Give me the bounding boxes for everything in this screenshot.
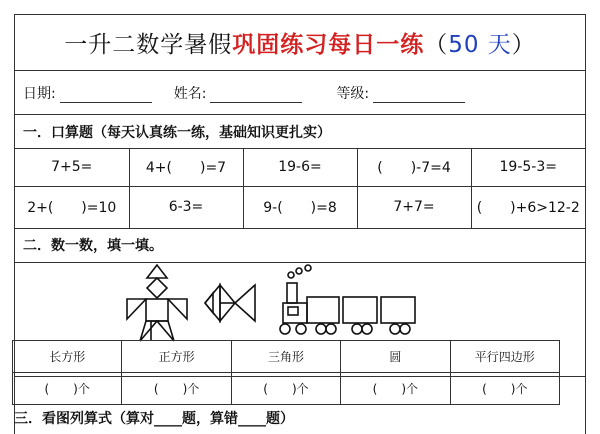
date-field[interactable] xyxy=(23,83,152,103)
section1-heading: 一．口算题（每天认真练一练，基础知识更扎实） xyxy=(15,115,585,149)
calc-cell[interactable]: 19-5-3= xyxy=(471,149,585,186)
answer-cell[interactable]: ( )个 xyxy=(341,373,450,405)
calc-cell[interactable]: 6-3= xyxy=(129,186,243,228)
table-row xyxy=(13,341,560,373)
grade-field[interactable] xyxy=(336,83,465,103)
shape-name-cell: 圆 xyxy=(341,341,450,373)
section2-heading: 二．数一数，填一填。 xyxy=(15,229,585,263)
answer-cell[interactable]: ( )个 xyxy=(231,373,340,405)
title-paren-close: ） xyxy=(511,32,536,58)
table-row xyxy=(15,149,585,186)
section3-heading: 三．看图列算式（算对____题，算错____题） xyxy=(14,411,294,427)
title-grade: 一升二数学暑假 xyxy=(64,32,233,58)
info-row xyxy=(15,71,585,115)
shape-name-cell: 平行四边形 xyxy=(450,341,559,373)
table-row xyxy=(15,186,585,228)
calc-cell[interactable]: 9-( )=8 xyxy=(243,186,357,228)
calc-cell[interactable]: 7+7= xyxy=(357,186,471,228)
robot-figure xyxy=(127,265,187,341)
title-practice: 巩固练习每日一练 xyxy=(232,32,425,58)
shape-name-cell: 长方形 xyxy=(13,341,122,373)
table-row xyxy=(13,373,560,405)
calc-cell[interactable]: 19-6= xyxy=(243,149,357,186)
shape-count-table xyxy=(12,340,560,405)
calc-cell[interactable]: 4+( )=7 xyxy=(129,149,243,186)
name-label: 姓名: xyxy=(173,85,207,102)
fish-figure xyxy=(205,285,255,321)
calc-cell[interactable]: 7+5= xyxy=(15,149,129,186)
date-label: 日期: xyxy=(23,85,56,102)
title-paren-open: （ xyxy=(424,32,449,58)
page-title xyxy=(15,15,585,71)
shape-name-cell: 正方形 xyxy=(122,341,231,373)
answer-cell[interactable]: ( )个 xyxy=(450,373,559,405)
shape-name-cell: 三角形 xyxy=(231,341,340,373)
grade-label: 等级: xyxy=(336,85,370,102)
calc-cell[interactable]: ( )+6>12-2 xyxy=(471,186,585,228)
answer-cell[interactable]: ( )个 xyxy=(13,373,122,405)
mental-math-table xyxy=(15,149,585,229)
calc-cell[interactable]: 2+( )=10 xyxy=(15,186,129,228)
name-blank[interactable] xyxy=(210,89,302,103)
title-days: 50 天 xyxy=(448,32,512,58)
calc-cell[interactable]: ( )-7=4 xyxy=(357,149,471,186)
grade-blank[interactable] xyxy=(373,89,465,103)
name-field[interactable] xyxy=(174,83,303,103)
answer-cell[interactable]: ( )个 xyxy=(122,373,231,405)
date-blank[interactable] xyxy=(60,89,152,103)
train-figure xyxy=(280,265,415,334)
